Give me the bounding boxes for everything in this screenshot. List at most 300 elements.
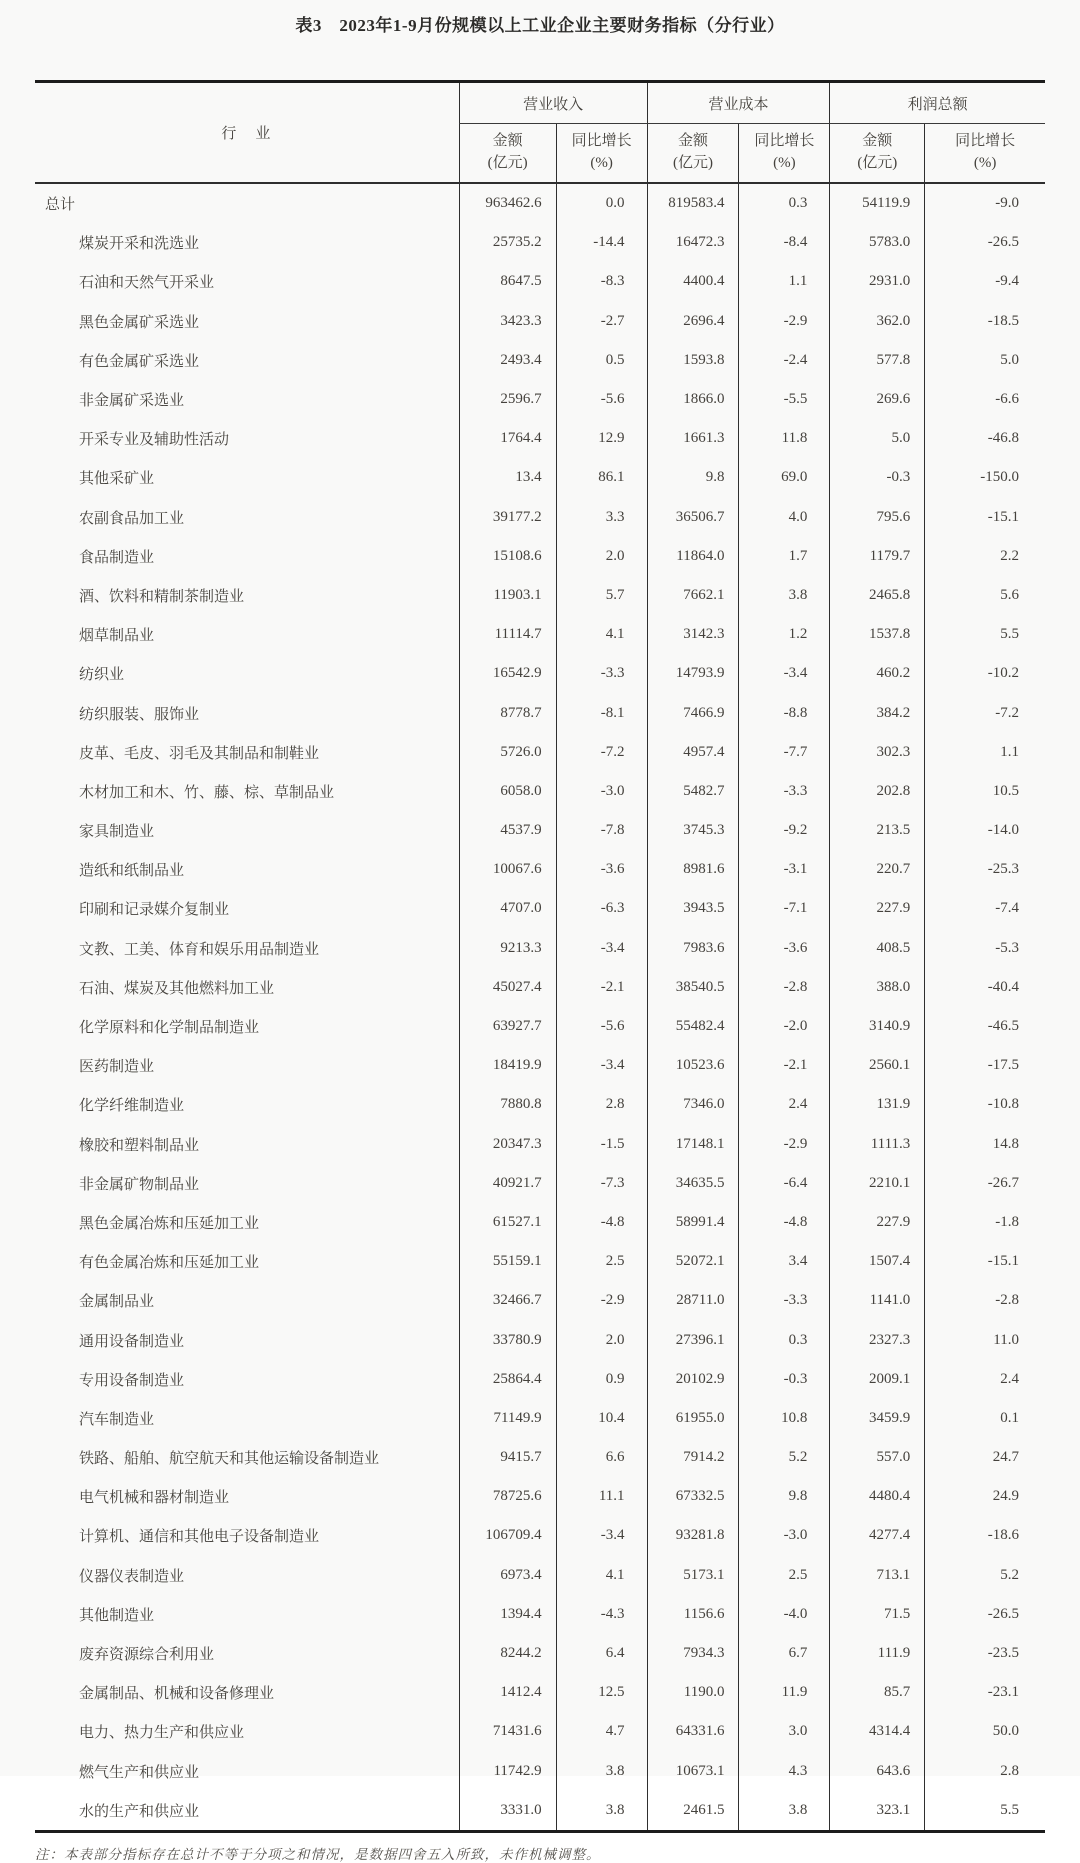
profit-amount-cell: 111.9 <box>830 1634 925 1673</box>
cost-growth-cell: 11.9 <box>739 1673 830 1712</box>
profit-growth-cell: 11.0 <box>925 1320 1045 1359</box>
cost-growth-cell: -3.3 <box>739 772 830 811</box>
cost-amount-cell: 3943.5 <box>647 889 739 928</box>
financial-indicators-table <box>35 80 1045 1833</box>
profit-growth-cell: 5.6 <box>925 576 1045 615</box>
profit-amount-cell: 408.5 <box>830 929 925 968</box>
table-row <box>35 1125 1045 1164</box>
cost-amount-cell: 7914.2 <box>647 1438 739 1477</box>
industry-cell: 医药制造业 <box>79 1059 155 1076</box>
profit-amount-cell: 227.9 <box>830 889 925 928</box>
industry-cell: 烟草制品业 <box>79 628 155 645</box>
profit-amount-cell: 5.0 <box>830 419 925 458</box>
revenue-amount-cell: 71149.9 <box>459 1399 556 1438</box>
revenue-amount-cell: 13.4 <box>459 458 556 497</box>
table-row <box>35 498 1045 537</box>
profit-growth-cell: 50.0 <box>925 1712 1045 1751</box>
table-row <box>35 1712 1045 1751</box>
cost-amount-cell: 67332.5 <box>647 1477 739 1516</box>
revenue-amount-cell: 8647.5 <box>459 262 556 301</box>
profit-growth-cell: -5.3 <box>925 929 1045 968</box>
industry-cell: 食品制造业 <box>79 549 155 566</box>
profit-growth-cell: 5.0 <box>925 341 1045 380</box>
revenue-growth-cell: -7.2 <box>556 733 647 772</box>
cost-growth-cell: -8.8 <box>739 693 830 732</box>
col-header-revenue-growth: 同比增长 (%) <box>556 124 647 184</box>
table-row <box>35 380 1045 419</box>
profit-growth-cell: 0.1 <box>925 1399 1045 1438</box>
revenue-growth-cell: 11.1 <box>556 1477 647 1516</box>
profit-amount-cell: 1111.3 <box>830 1125 925 1164</box>
cost-growth-cell: 4.3 <box>739 1752 830 1791</box>
cost-amount-cell: 7466.9 <box>647 693 739 732</box>
cost-amount-cell: 93281.8 <box>647 1516 739 1555</box>
revenue-amount-cell: 25864.4 <box>459 1360 556 1399</box>
profit-growth-cell: 24.7 <box>925 1438 1045 1477</box>
profit-growth-cell: -10.2 <box>925 654 1045 693</box>
industry-cell: 黑色金属冶炼和压延加工业 <box>79 1215 260 1232</box>
table-row <box>35 1752 1045 1791</box>
table-row <box>35 1673 1045 1712</box>
profit-growth-cell: -7.4 <box>925 889 1045 928</box>
cost-growth-cell: 1.7 <box>739 537 830 576</box>
revenue-amount-cell: 6973.4 <box>459 1556 556 1595</box>
cost-growth-cell: -2.0 <box>739 1007 830 1046</box>
industry-cell: 有色金属冶炼和压延加工业 <box>79 1255 260 1272</box>
revenue-amount-cell: 8244.2 <box>459 1634 556 1673</box>
profit-growth-cell: -18.6 <box>925 1516 1045 1555</box>
industry-cell: 总计 <box>45 197 76 214</box>
industry-cell: 纺织业 <box>79 667 125 684</box>
table-title: 表3 2023年1-9月份规模以上工业企业主要财务指标（分行业） <box>295 16 785 35</box>
profit-amount-cell: 85.7 <box>830 1673 925 1712</box>
table-row <box>35 183 1045 223</box>
profit-growth-cell: -7.2 <box>925 693 1045 732</box>
revenue-growth-cell: 4.7 <box>556 1712 647 1751</box>
cost-growth-cell: 2.4 <box>739 1085 830 1124</box>
col-header-revenue-amount: 金额 (亿元) <box>459 124 556 184</box>
cost-growth-cell: 10.8 <box>739 1399 830 1438</box>
table-row <box>35 1438 1045 1477</box>
col-header-cost-amount: 金额 (亿元) <box>647 124 739 184</box>
industry-cell: 水的生产和供应业 <box>79 1803 200 1820</box>
table-row <box>35 1046 1045 1085</box>
revenue-growth-cell: 6.4 <box>556 1634 647 1673</box>
table-row <box>35 1203 1045 1242</box>
industry-cell: 造纸和纸制品业 <box>79 863 185 880</box>
industry-cell: 木材加工和木、竹、藤、棕、草制品业 <box>79 784 335 801</box>
revenue-growth-cell: 12.9 <box>556 419 647 458</box>
revenue-amount-cell: 61527.1 <box>459 1203 556 1242</box>
industry-cell: 其他制造业 <box>79 1607 155 1624</box>
cost-growth-cell: -3.4 <box>739 654 830 693</box>
revenue-growth-cell: -5.6 <box>556 1007 647 1046</box>
revenue-amount-cell: 15108.6 <box>459 537 556 576</box>
cost-amount-cell: 1866.0 <box>647 380 739 419</box>
industry-cell: 废弃资源综合利用业 <box>79 1647 215 1664</box>
cost-growth-cell: 3.8 <box>739 1791 830 1832</box>
profit-amount-cell: 557.0 <box>830 1438 925 1477</box>
profit-amount-cell: 2560.1 <box>830 1046 925 1085</box>
cost-growth-cell: 3.4 <box>739 1242 830 1281</box>
cost-growth-cell: 9.8 <box>739 1477 830 1516</box>
revenue-amount-cell: 4707.0 <box>459 889 556 928</box>
profit-amount-cell: 2009.1 <box>830 1360 925 1399</box>
cost-growth-cell: -2.9 <box>739 302 830 341</box>
cost-amount-cell: 1156.6 <box>647 1595 739 1634</box>
revenue-growth-cell: -2.9 <box>556 1281 647 1320</box>
revenue-amount-cell: 1394.4 <box>459 1595 556 1634</box>
cost-growth-cell: -3.3 <box>739 1281 830 1320</box>
profit-amount-cell: 2465.8 <box>830 576 925 615</box>
cost-amount-cell: 7983.6 <box>647 929 739 968</box>
industry-cell: 电气机械和器材制造业 <box>79 1490 230 1507</box>
revenue-growth-cell: 0.0 <box>556 183 647 223</box>
cost-growth-cell: -3.1 <box>739 850 830 889</box>
cost-growth-cell: -2.1 <box>739 1046 830 1085</box>
profit-amount-cell: 323.1 <box>830 1791 925 1832</box>
cost-amount-cell: 7346.0 <box>647 1085 739 1124</box>
revenue-growth-cell: 2.8 <box>556 1085 647 1124</box>
revenue-growth-cell: 3.8 <box>556 1791 647 1832</box>
revenue-growth-cell: 0.9 <box>556 1360 647 1399</box>
revenue-growth-cell: -4.3 <box>556 1595 647 1634</box>
revenue-growth-cell: 2.0 <box>556 537 647 576</box>
revenue-amount-cell: 6058.0 <box>459 772 556 811</box>
profit-growth-cell: 24.9 <box>925 1477 1045 1516</box>
cost-growth-cell: 0.3 <box>739 1320 830 1359</box>
cost-amount-cell: 17148.1 <box>647 1125 739 1164</box>
industry-cell: 开采专业及辅助性活动 <box>79 432 230 449</box>
revenue-amount-cell: 20347.3 <box>459 1125 556 1164</box>
table-row <box>35 889 1045 928</box>
revenue-growth-cell: 86.1 <box>556 458 647 497</box>
col-header-profit-amount: 金额 (亿元) <box>830 124 925 184</box>
profit-growth-cell: 5.5 <box>925 615 1045 654</box>
cost-growth-cell: -2.4 <box>739 341 830 380</box>
profit-amount-cell: 384.2 <box>830 693 925 732</box>
profit-amount-cell: 362.0 <box>830 302 925 341</box>
col-header-cost-growth: 同比增长 (%) <box>739 124 830 184</box>
cost-growth-cell: -4.0 <box>739 1595 830 1634</box>
revenue-growth-cell: -3.0 <box>556 772 647 811</box>
revenue-growth-cell: 4.1 <box>556 1556 647 1595</box>
profit-amount-cell: 71.5 <box>830 1595 925 1634</box>
profit-growth-cell: -9.4 <box>925 262 1045 301</box>
revenue-amount-cell: 9213.3 <box>459 929 556 968</box>
profit-growth-cell: -46.5 <box>925 1007 1045 1046</box>
profit-amount-cell: 3140.9 <box>830 1007 925 1046</box>
cost-amount-cell: 10673.1 <box>647 1752 739 1791</box>
cost-growth-cell: -7.7 <box>739 733 830 772</box>
revenue-growth-cell: -3.4 <box>556 1046 647 1085</box>
table-row <box>35 302 1045 341</box>
profit-growth-cell: -15.1 <box>925 1242 1045 1281</box>
cost-growth-cell: 4.0 <box>739 498 830 537</box>
profit-amount-cell: 713.1 <box>830 1556 925 1595</box>
revenue-amount-cell: 32466.7 <box>459 1281 556 1320</box>
industry-cell: 化学纤维制造业 <box>79 1098 185 1115</box>
revenue-growth-cell: 0.5 <box>556 341 647 380</box>
revenue-amount-cell: 45027.4 <box>459 968 556 1007</box>
profit-growth-cell: -14.0 <box>925 811 1045 850</box>
revenue-amount-cell: 40921.7 <box>459 1164 556 1203</box>
revenue-amount-cell: 10067.6 <box>459 850 556 889</box>
cost-amount-cell: 36506.7 <box>647 498 739 537</box>
industry-cell: 汽车制造业 <box>79 1411 155 1428</box>
cost-amount-cell: 5173.1 <box>647 1556 739 1595</box>
industry-cell: 金属制品业 <box>79 1294 155 1311</box>
cost-amount-cell: 20102.9 <box>647 1360 739 1399</box>
industry-cell: 电力、热力生产和供应业 <box>79 1725 245 1742</box>
cost-amount-cell: 55482.4 <box>647 1007 739 1046</box>
cost-amount-cell: 1190.0 <box>647 1673 739 1712</box>
cost-growth-cell: 2.5 <box>739 1556 830 1595</box>
cost-amount-cell: 1661.3 <box>647 419 739 458</box>
revenue-amount-cell: 106709.4 <box>459 1516 556 1555</box>
table-row <box>35 1164 1045 1203</box>
profit-amount-cell: 54119.9 <box>830 183 925 223</box>
revenue-growth-cell: 5.7 <box>556 576 647 615</box>
cost-amount-cell: 61955.0 <box>647 1399 739 1438</box>
industry-cell: 铁路、船舶、航空航天和其他运输设备制造业 <box>79 1451 380 1468</box>
industry-cell: 纺织服装、服饰业 <box>79 706 200 723</box>
col-header-industry: 行 业 <box>221 126 273 142</box>
profit-amount-cell: 643.6 <box>830 1752 925 1791</box>
table-row <box>35 693 1045 732</box>
profit-amount-cell: 131.9 <box>830 1085 925 1124</box>
cost-growth-cell: -5.5 <box>739 380 830 419</box>
cost-growth-cell: -2.8 <box>739 968 830 1007</box>
revenue-amount-cell: 39177.2 <box>459 498 556 537</box>
profit-amount-cell: 213.5 <box>830 811 925 850</box>
revenue-growth-cell: 10.4 <box>556 1399 647 1438</box>
revenue-growth-cell: -8.1 <box>556 693 647 732</box>
industry-cell: 非金属矿物制品业 <box>79 1176 200 1193</box>
profit-growth-cell: 1.1 <box>925 733 1045 772</box>
cost-amount-cell: 4400.4 <box>647 262 739 301</box>
industry-cell: 通用设备制造业 <box>79 1333 185 1350</box>
col-group-operating-revenue: 营业收入 <box>459 82 647 124</box>
revenue-amount-cell: 25735.2 <box>459 223 556 262</box>
table-row <box>35 576 1045 615</box>
profit-growth-cell: -150.0 <box>925 458 1045 497</box>
table-row <box>35 654 1045 693</box>
profit-amount-cell: 202.8 <box>830 772 925 811</box>
profit-growth-cell: -40.4 <box>925 968 1045 1007</box>
industry-cell: 计算机、通信和其他电子设备制造业 <box>79 1529 320 1546</box>
cost-amount-cell: 10523.6 <box>647 1046 739 1085</box>
profit-amount-cell: 269.6 <box>830 380 925 419</box>
cost-growth-cell: 1.2 <box>739 615 830 654</box>
profit-growth-cell: 2.8 <box>925 1752 1045 1791</box>
table-row <box>35 341 1045 380</box>
cost-growth-cell: 6.7 <box>739 1634 830 1673</box>
cost-growth-cell: -3.0 <box>739 1516 830 1555</box>
table-row <box>35 1281 1045 1320</box>
profit-growth-cell: -23.5 <box>925 1634 1045 1673</box>
industry-cell: 石油、煤炭及其他燃料加工业 <box>79 980 275 997</box>
profit-growth-cell: -2.8 <box>925 1281 1045 1320</box>
cost-growth-cell: 3.0 <box>739 1712 830 1751</box>
revenue-amount-cell: 2493.4 <box>459 341 556 380</box>
industry-cell: 酒、饮料和精制茶制造业 <box>79 588 245 605</box>
cost-amount-cell: 27396.1 <box>647 1320 739 1359</box>
profit-amount-cell: -0.3 <box>830 458 925 497</box>
table-row <box>35 1085 1045 1124</box>
table-row <box>35 1477 1045 1516</box>
industry-cell: 金属制品、机械和设备修理业 <box>79 1686 275 1703</box>
table-row <box>35 1320 1045 1359</box>
col-group-total-profit: 利润总额 <box>830 82 1045 124</box>
cost-amount-cell: 5482.7 <box>647 772 739 811</box>
industry-cell: 非金属矿采选业 <box>79 393 185 410</box>
industry-cell: 有色金属矿采选业 <box>79 353 200 370</box>
profit-amount-cell: 460.2 <box>830 654 925 693</box>
revenue-growth-cell: -7.3 <box>556 1164 647 1203</box>
revenue-growth-cell: 6.6 <box>556 1438 647 1477</box>
cost-amount-cell: 7662.1 <box>647 576 739 615</box>
table-row <box>35 850 1045 889</box>
industry-cell: 家具制造业 <box>79 824 155 841</box>
revenue-amount-cell: 11114.7 <box>459 615 556 654</box>
revenue-growth-cell: -3.3 <box>556 654 647 693</box>
cost-amount-cell: 11864.0 <box>647 537 739 576</box>
revenue-amount-cell: 9415.7 <box>459 1438 556 1477</box>
revenue-growth-cell: 3.8 <box>556 1752 647 1791</box>
cost-growth-cell: 1.1 <box>739 262 830 301</box>
cost-amount-cell: 64331.6 <box>647 1712 739 1751</box>
revenue-growth-cell: 12.5 <box>556 1673 647 1712</box>
cost-growth-cell: 69.0 <box>739 458 830 497</box>
cost-amount-cell: 38540.5 <box>647 968 739 1007</box>
profit-amount-cell: 4480.4 <box>830 1477 925 1516</box>
profit-amount-cell: 227.9 <box>830 1203 925 1242</box>
industry-cell: 文教、工美、体育和娱乐用品制造业 <box>79 941 320 958</box>
revenue-growth-cell: 2.5 <box>556 1242 647 1281</box>
profit-amount-cell: 2327.3 <box>830 1320 925 1359</box>
profit-growth-cell: -9.0 <box>925 183 1045 223</box>
industry-cell: 其他采矿业 <box>79 471 155 488</box>
revenue-growth-cell: -6.3 <box>556 889 647 928</box>
profit-growth-cell: -26.5 <box>925 223 1045 262</box>
revenue-growth-cell: -2.1 <box>556 968 647 1007</box>
industry-cell: 黑色金属矿采选业 <box>79 314 200 331</box>
cost-growth-cell: -7.1 <box>739 889 830 928</box>
footnote: 注：本表部分指标存在总计不等于分项之和情况，是数据四舍五入所致，未作机械调整。 <box>35 1846 601 1862</box>
profit-growth-cell: -26.5 <box>925 1595 1045 1634</box>
profit-growth-cell: -18.5 <box>925 302 1045 341</box>
industry-cell: 印刷和记录媒介复制业 <box>79 902 230 919</box>
revenue-amount-cell: 963462.6 <box>459 183 556 223</box>
cost-growth-cell: 3.8 <box>739 576 830 615</box>
table-row <box>35 1516 1045 1555</box>
cost-amount-cell: 28711.0 <box>647 1281 739 1320</box>
cost-growth-cell: 0.3 <box>739 183 830 223</box>
table-row <box>35 1556 1045 1595</box>
cost-growth-cell: 5.2 <box>739 1438 830 1477</box>
revenue-amount-cell: 11903.1 <box>459 576 556 615</box>
revenue-amount-cell: 71431.6 <box>459 1712 556 1751</box>
profit-amount-cell: 2210.1 <box>830 1164 925 1203</box>
cost-amount-cell: 4957.4 <box>647 733 739 772</box>
profit-growth-cell: -23.1 <box>925 1673 1045 1712</box>
profit-amount-cell: 795.6 <box>830 498 925 537</box>
table-row <box>35 1242 1045 1281</box>
revenue-growth-cell: -8.3 <box>556 262 647 301</box>
revenue-amount-cell: 8778.7 <box>459 693 556 732</box>
profit-growth-cell: 10.5 <box>925 772 1045 811</box>
industry-cell: 专用设备制造业 <box>79 1372 185 1389</box>
revenue-amount-cell: 78725.6 <box>459 1477 556 1516</box>
revenue-amount-cell: 5726.0 <box>459 733 556 772</box>
cost-growth-cell: -3.6 <box>739 929 830 968</box>
table-row <box>35 262 1045 301</box>
profit-growth-cell: 2.2 <box>925 537 1045 576</box>
table-row <box>35 929 1045 968</box>
table-row <box>35 615 1045 654</box>
revenue-growth-cell: -3.4 <box>556 1516 647 1555</box>
table-row <box>35 968 1045 1007</box>
profit-growth-cell: -46.8 <box>925 419 1045 458</box>
revenue-amount-cell: 7880.8 <box>459 1085 556 1124</box>
table-row <box>35 1007 1045 1046</box>
table-row <box>35 537 1045 576</box>
table-row <box>35 1634 1045 1673</box>
table-row <box>35 419 1045 458</box>
profit-growth-cell: -6.6 <box>925 380 1045 419</box>
revenue-amount-cell: 2596.7 <box>459 380 556 419</box>
revenue-growth-cell: 4.1 <box>556 615 647 654</box>
profit-growth-cell: 2.4 <box>925 1360 1045 1399</box>
cost-amount-cell: 58991.4 <box>647 1203 739 1242</box>
revenue-growth-cell: -2.7 <box>556 302 647 341</box>
profit-growth-cell: -26.7 <box>925 1164 1045 1203</box>
cost-amount-cell: 2461.5 <box>647 1791 739 1832</box>
revenue-growth-cell: -3.4 <box>556 929 647 968</box>
cost-growth-cell: -2.9 <box>739 1125 830 1164</box>
revenue-growth-cell: 3.3 <box>556 498 647 537</box>
profit-amount-cell: 1179.7 <box>830 537 925 576</box>
profit-amount-cell: 4277.4 <box>830 1516 925 1555</box>
cost-amount-cell: 8981.6 <box>647 850 739 889</box>
cost-growth-cell: -4.8 <box>739 1203 830 1242</box>
table-row <box>35 1360 1045 1399</box>
cost-growth-cell: -9.2 <box>739 811 830 850</box>
cost-amount-cell: 7934.3 <box>647 1634 739 1673</box>
cost-growth-cell: 11.8 <box>739 419 830 458</box>
table-row <box>35 223 1045 262</box>
col-group-operating-cost: 营业成本 <box>647 82 830 124</box>
profit-growth-cell: -17.5 <box>925 1046 1045 1085</box>
revenue-amount-cell: 11742.9 <box>459 1752 556 1791</box>
table-row <box>35 1791 1045 1832</box>
profit-amount-cell: 4314.4 <box>830 1712 925 1751</box>
profit-growth-cell: -1.8 <box>925 1203 1045 1242</box>
industry-cell: 仪器仪表制造业 <box>79 1568 185 1585</box>
revenue-amount-cell: 16542.9 <box>459 654 556 693</box>
cost-growth-cell: -8.4 <box>739 223 830 262</box>
revenue-amount-cell: 4537.9 <box>459 811 556 850</box>
profit-amount-cell: 220.7 <box>830 850 925 889</box>
revenue-amount-cell: 3331.0 <box>459 1791 556 1832</box>
revenue-amount-cell: 63927.7 <box>459 1007 556 1046</box>
cost-amount-cell: 16472.3 <box>647 223 739 262</box>
profit-amount-cell: 302.3 <box>830 733 925 772</box>
table-row <box>35 733 1045 772</box>
revenue-amount-cell: 55159.1 <box>459 1242 556 1281</box>
revenue-growth-cell: -7.8 <box>556 811 647 850</box>
